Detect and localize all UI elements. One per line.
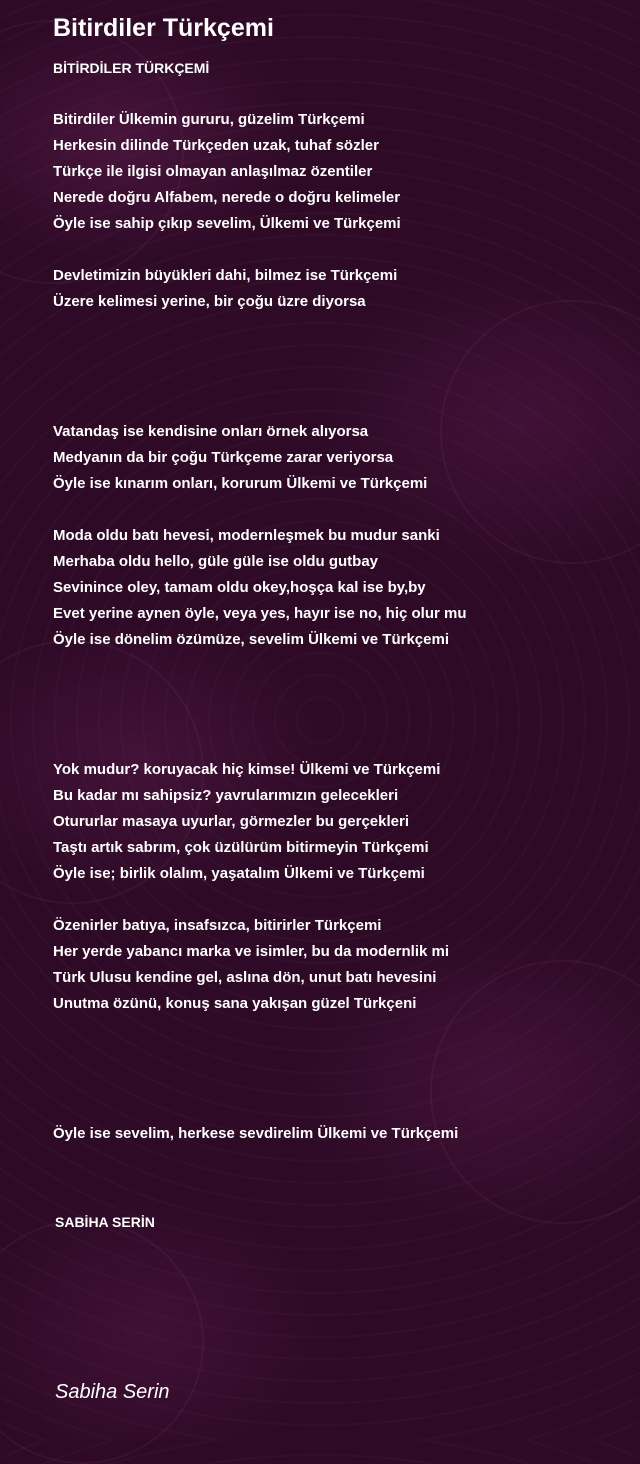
- poem-body: [53, 55, 623, 1147]
- poem-line: Unutma özünü, konuş sana yakışan güzel Türkçeni: [53, 995, 417, 1012]
- poem-author: SABİHA SERİN: [55, 1214, 155, 1230]
- stanza-gap: [53, 81, 623, 107]
- poem-subtitle: BİTİRDİLER TÜRKÇEMİ: [53, 60, 210, 76]
- stanza-6: [53, 913, 623, 1017]
- poem-line: Türk Ulusu kendine gel, aslına dön, unut batı hevesini: [53, 969, 437, 986]
- poem-line: Öyle ise; birlik olalım, yaşatalım Ülkemi ve Türkçemi: [53, 865, 425, 882]
- poem-line: Merhaba oldu hello, güle güle ise oldu gutbay: [53, 553, 379, 570]
- poem-line: Yok mudur? koruyacak hiç kimse! Ülkemi ve Türkçemi: [53, 761, 441, 778]
- poem-line: Medyanın da bir çoğu Türkçeme zarar veriyorsa: [53, 449, 394, 466]
- poem-line: Sevinince oley, tamam oldu okey,hoşça kal ise by,by: [53, 579, 426, 596]
- poem-line: Nerede doğru Alfabem, nerede o doğru kelimeler: [53, 189, 401, 206]
- stanza-gap: [53, 315, 623, 419]
- stanza-gap: [53, 497, 623, 523]
- poem-line: Herkesin dilinde Türkçeden uzak, tuhaf sözler: [53, 137, 379, 154]
- poem-line: Evet yerine aynen öyle, veya yes, hayır ise no, hiç olur mu: [53, 605, 467, 622]
- poem-title: Bitirdiler Türkçemi: [53, 14, 274, 42]
- stanza-5: [53, 757, 623, 887]
- author-signature: Sabiha Serin: [55, 1381, 170, 1403]
- poem-line: Üzere kelimesi yerine, bir çoğu üzre diyorsa: [53, 293, 366, 310]
- stanza-2: [53, 263, 623, 315]
- stanza-4: [53, 523, 623, 653]
- poem-line: Türkçe ile ilgisi olmayan anlaşılmaz özentiler: [53, 163, 373, 180]
- poem-line: Öyle ise kınarım onları, korurum Ülkemi ve Türkçemi: [53, 475, 428, 492]
- stanza-gap: [53, 887, 623, 913]
- poem-line: Bu kadar mı sahipsiz? yavrularımızın gelecekleri: [53, 787, 399, 804]
- stanza-3: [53, 419, 623, 497]
- background-ornament: [0, 1220, 204, 1464]
- stanza-gap: [53, 237, 623, 263]
- poem-line: Öyle ise sevelim, herkese sevdirelim Ülkemi ve Türkçemi: [53, 1125, 459, 1142]
- poem-line: Her yerde yabancı marka ve isimler, bu da modernlik mi: [53, 943, 450, 960]
- poem-line: Taştı artık sabrım, çok üzülürüm bitirmeyin Türkçemi: [53, 839, 429, 856]
- stanza-1: [53, 107, 623, 237]
- poem-line: Özenirler batıya, insafsızca, bitirirler Türkçemi: [53, 917, 382, 934]
- poem-line: Devletimizin büyükleri dahi, bilmez ise Türkçemi: [53, 267, 398, 284]
- stanza-gap: [53, 653, 623, 757]
- poem-line: Moda oldu batı hevesi, modernleşmek bu mudur sanki: [53, 527, 440, 544]
- poem-line: Vatandaş ise kendisine onları örnek alıyorsa: [53, 423, 369, 440]
- poem-line: Bitirdiler Ülkemin gururu, güzelim Türkçemi: [53, 111, 365, 128]
- poem-line: Otururlar masaya uyurlar, görmezler bu gerçekleri: [53, 813, 409, 830]
- stanza-7: [53, 1121, 623, 1147]
- stanza-gap: [53, 1017, 623, 1121]
- poem-line: Öyle ise sahip çıkıp sevelim, Ülkemi ve Türkçemi: [53, 215, 401, 232]
- poem-line: Öyle ise dönelim özümüze, sevelim Ülkemi ve Türkçemi: [53, 631, 449, 648]
